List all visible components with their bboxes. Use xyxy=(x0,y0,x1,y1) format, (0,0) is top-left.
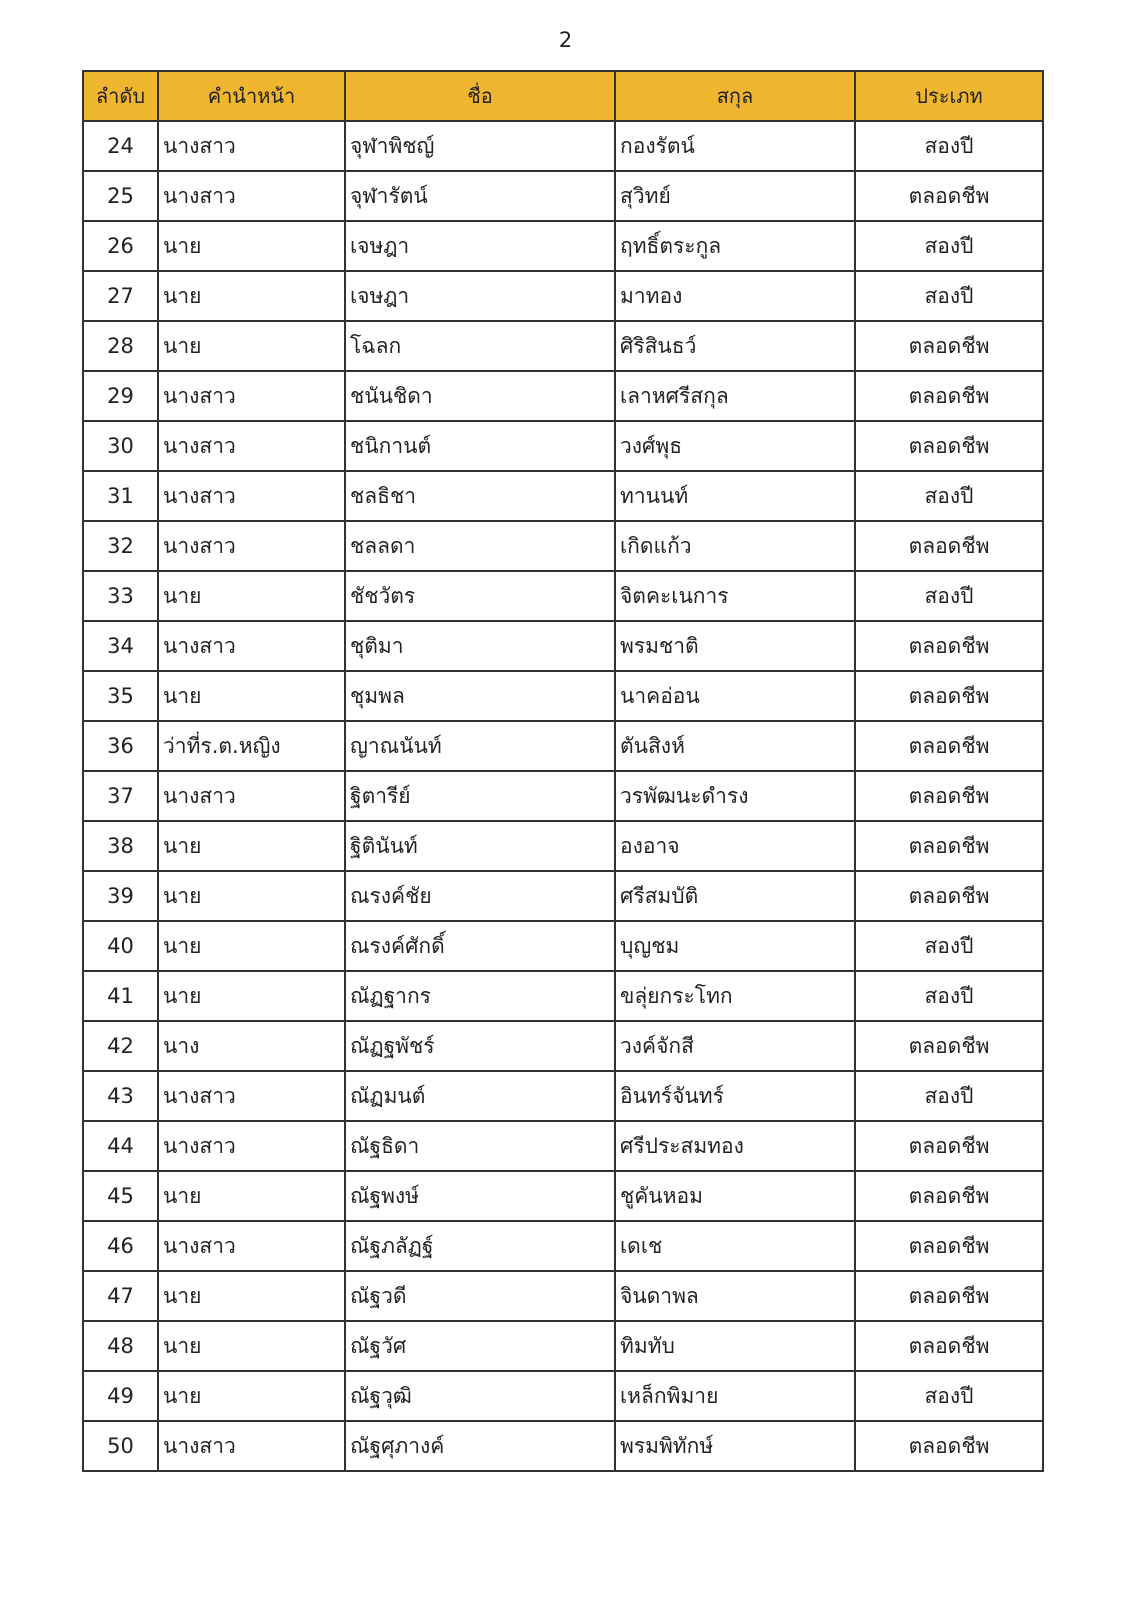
name-prefix: นางสาว xyxy=(158,1421,345,1471)
header-last-name: สกุล xyxy=(615,71,855,121)
first-name: ณัฐวดี xyxy=(345,1271,615,1321)
row-number: 48 xyxy=(83,1321,158,1371)
last-name: เหล็กพิมาย xyxy=(615,1371,855,1421)
row-number: 29 xyxy=(83,371,158,421)
table-row xyxy=(83,621,1043,671)
name-prefix: นาง xyxy=(158,1021,345,1071)
row-number: 27 xyxy=(83,271,158,321)
membership-type: สองปี xyxy=(855,1071,1043,1121)
header-prefix: คำนำหน้า xyxy=(158,71,345,121)
row-number: 35 xyxy=(83,671,158,721)
row-number: 46 xyxy=(83,1221,158,1271)
first-name: เจษฎา xyxy=(345,271,615,321)
membership-type: ตลอดชีพ xyxy=(855,321,1043,371)
last-name: ศรีสมบัติ xyxy=(615,871,855,921)
membership-type: สองปี xyxy=(855,921,1043,971)
name-prefix: นาย xyxy=(158,921,345,971)
table-row xyxy=(83,1171,1043,1221)
membership-type: ตลอดชีพ xyxy=(855,1121,1043,1171)
membership-type: สองปี xyxy=(855,1371,1043,1421)
first-name: ณัฏฐพัชร์ xyxy=(345,1021,615,1071)
first-name: ณัฏฐากร xyxy=(345,971,615,1021)
header-type: ประเภท xyxy=(855,71,1043,121)
membership-type: ตลอดชีพ xyxy=(855,371,1043,421)
table-row xyxy=(83,721,1043,771)
table-row xyxy=(83,921,1043,971)
row-number: 24 xyxy=(83,121,158,171)
table-row xyxy=(83,1021,1043,1071)
membership-type: ตลอดชีพ xyxy=(855,821,1043,871)
first-name: ณัฐธิดา xyxy=(345,1121,615,1171)
row-number: 39 xyxy=(83,871,158,921)
table-row xyxy=(83,1421,1043,1471)
table-row xyxy=(83,471,1043,521)
row-number: 33 xyxy=(83,571,158,621)
name-prefix: ว่าที่ร.ต.หญิง xyxy=(158,721,345,771)
name-prefix: นาย xyxy=(158,971,345,1021)
first-name: ณัฐพงษ์ xyxy=(345,1171,615,1221)
last-name: นาคอ่อน xyxy=(615,671,855,721)
table-row xyxy=(83,1121,1043,1171)
name-prefix: นางสาว xyxy=(158,1221,345,1271)
membership-type: ตลอดชีพ xyxy=(855,1421,1043,1471)
first-name: ญาณนันท์ xyxy=(345,721,615,771)
name-prefix: นาย xyxy=(158,571,345,621)
table-header-row xyxy=(83,71,1043,121)
name-prefix: นาย xyxy=(158,1271,345,1321)
name-prefix: นางสาว xyxy=(158,471,345,521)
last-name: ทานนท์ xyxy=(615,471,855,521)
header-num: ลำดับ xyxy=(83,71,158,121)
last-name: บุญชม xyxy=(615,921,855,971)
name-prefix: นาย xyxy=(158,321,345,371)
first-name: ชุมพล xyxy=(345,671,615,721)
row-number: 41 xyxy=(83,971,158,1021)
table-row xyxy=(83,1071,1043,1121)
last-name: ตันสิงห์ xyxy=(615,721,855,771)
name-prefix: นาย xyxy=(158,1171,345,1221)
membership-type: ตลอดชีพ xyxy=(855,671,1043,721)
name-prefix: นาย xyxy=(158,221,345,271)
name-prefix: นางสาว xyxy=(158,171,345,221)
last-name: วงค์จักสี xyxy=(615,1021,855,1071)
name-prefix: นาย xyxy=(158,821,345,871)
row-number: 47 xyxy=(83,1271,158,1321)
name-prefix: นาย xyxy=(158,271,345,321)
membership-type: สองปี xyxy=(855,221,1043,271)
row-number: 45 xyxy=(83,1171,158,1221)
membership-type: ตลอดชีพ xyxy=(855,621,1043,671)
name-prefix: นางสาว xyxy=(158,121,345,171)
last-name: สุวิทย์ xyxy=(615,171,855,221)
first-name: ณรงค์ศักดิ์ xyxy=(345,921,615,971)
page-number: 2 xyxy=(558,28,573,52)
last-name: วงศ์พุธ xyxy=(615,421,855,471)
name-prefix: นาย xyxy=(158,671,345,721)
last-name: พรมพิทักษ์ xyxy=(615,1421,855,1471)
name-prefix: นางสาว xyxy=(158,521,345,571)
first-name: ณัฐวุฒิ xyxy=(345,1371,615,1421)
first-name: ฐิตารีย์ xyxy=(345,771,615,821)
first-name: จุฬาพิชญ์ xyxy=(345,121,615,171)
table-row xyxy=(83,971,1043,1021)
table-row xyxy=(83,371,1043,421)
membership-type: ตลอดชีพ xyxy=(855,171,1043,221)
membership-type: สองปี xyxy=(855,571,1043,621)
first-name: โฉลก xyxy=(345,321,615,371)
row-number: 38 xyxy=(83,821,158,871)
membership-type: ตลอดชีพ xyxy=(855,721,1043,771)
row-number: 37 xyxy=(83,771,158,821)
table-row xyxy=(83,421,1043,471)
last-name: เกิดแก้ว xyxy=(615,521,855,571)
table-row xyxy=(83,121,1043,171)
name-prefix: นางสาว xyxy=(158,771,345,821)
row-number: 36 xyxy=(83,721,158,771)
row-number: 43 xyxy=(83,1071,158,1121)
table-row xyxy=(83,821,1043,871)
table-row xyxy=(83,521,1043,571)
name-prefix: นางสาว xyxy=(158,371,345,421)
row-number: 40 xyxy=(83,921,158,971)
first-name: ฐิตินันท์ xyxy=(345,821,615,871)
last-name: ขลุ่ยกระโทก xyxy=(615,971,855,1021)
last-name: ชูคันหอม xyxy=(615,1171,855,1221)
first-name: เจษฎา xyxy=(345,221,615,271)
table-row xyxy=(83,871,1043,921)
table-row xyxy=(83,1271,1043,1321)
table-row xyxy=(83,671,1043,721)
name-prefix: นางสาว xyxy=(158,621,345,671)
table-row xyxy=(83,571,1043,621)
table-row xyxy=(83,1321,1043,1371)
membership-type: ตลอดชีพ xyxy=(855,421,1043,471)
row-number: 49 xyxy=(83,1371,158,1421)
membership-type: ตลอดชีพ xyxy=(855,771,1043,821)
last-name: มาทอง xyxy=(615,271,855,321)
first-name: ชนิกานต์ xyxy=(345,421,615,471)
first-name: ชลธิชา xyxy=(345,471,615,521)
membership-type: สองปี xyxy=(855,471,1043,521)
row-number: 42 xyxy=(83,1021,158,1071)
row-number: 30 xyxy=(83,421,158,471)
table-row xyxy=(83,1371,1043,1421)
table-row xyxy=(83,221,1043,271)
membership-type: ตลอดชีพ xyxy=(855,871,1043,921)
membership-type: ตลอดชีพ xyxy=(855,1221,1043,1271)
last-name: กองรัตน์ xyxy=(615,121,855,171)
last-name: ศิริสินธว์ xyxy=(615,321,855,371)
membership-type: ตลอดชีพ xyxy=(855,1021,1043,1071)
name-prefix: นาย xyxy=(158,1321,345,1371)
header-first-name: ชื่อ xyxy=(345,71,615,121)
last-name: วรพัฒนะดำรง xyxy=(615,771,855,821)
table-row xyxy=(83,171,1043,221)
first-name: ชลลดา xyxy=(345,521,615,571)
first-name: ชัชวัตร xyxy=(345,571,615,621)
membership-type: สองปี xyxy=(855,971,1043,1021)
row-number: 28 xyxy=(83,321,158,371)
last-name: องอาจ xyxy=(615,821,855,871)
first-name: ณัฐภลัฏฐ์ xyxy=(345,1221,615,1271)
last-name: เลาหศรีสกุล xyxy=(615,371,855,421)
first-name: ณัฐวัศ xyxy=(345,1321,615,1371)
member-table xyxy=(82,70,1044,1472)
membership-type: ตลอดชีพ xyxy=(855,521,1043,571)
last-name: จิตคะเนการ xyxy=(615,571,855,621)
last-name: ศรีประสมทอง xyxy=(615,1121,855,1171)
name-prefix: นาย xyxy=(158,871,345,921)
row-number: 34 xyxy=(83,621,158,671)
table-row xyxy=(83,1221,1043,1271)
table-row xyxy=(83,771,1043,821)
row-number: 26 xyxy=(83,221,158,271)
last-name: อินทร์จันทร์ xyxy=(615,1071,855,1121)
row-number: 44 xyxy=(83,1121,158,1171)
last-name: พรมชาติ xyxy=(615,621,855,671)
row-number: 32 xyxy=(83,521,158,571)
last-name: ฤทธิ์ตระกูล xyxy=(615,221,855,271)
table-row xyxy=(83,271,1043,321)
name-prefix: นาย xyxy=(158,1371,345,1421)
membership-type: สองปี xyxy=(855,271,1043,321)
last-name: เดเช xyxy=(615,1221,855,1271)
first-name: ณรงค์ชัย xyxy=(345,871,615,921)
name-prefix: นางสาว xyxy=(158,421,345,471)
first-name: ชุติมา xyxy=(345,621,615,671)
row-number: 31 xyxy=(83,471,158,521)
last-name: ทิมทับ xyxy=(615,1321,855,1371)
first-name: ณัฏมนต์ xyxy=(345,1071,615,1121)
row-number: 25 xyxy=(83,171,158,221)
membership-type: ตลอดชีพ xyxy=(855,1271,1043,1321)
name-prefix: นางสาว xyxy=(158,1071,345,1121)
row-number: 50 xyxy=(83,1421,158,1471)
membership-type: สองปี xyxy=(855,121,1043,171)
first-name: ชนันชิดา xyxy=(345,371,615,421)
membership-type: ตลอดชีพ xyxy=(855,1171,1043,1221)
first-name: จุฬารัตน์ xyxy=(345,171,615,221)
membership-type: ตลอดชีพ xyxy=(855,1321,1043,1371)
last-name: จินดาพล xyxy=(615,1271,855,1321)
first-name: ณัฐศุภางค์ xyxy=(345,1421,615,1471)
name-prefix: นางสาว xyxy=(158,1121,345,1171)
table-row xyxy=(83,321,1043,371)
